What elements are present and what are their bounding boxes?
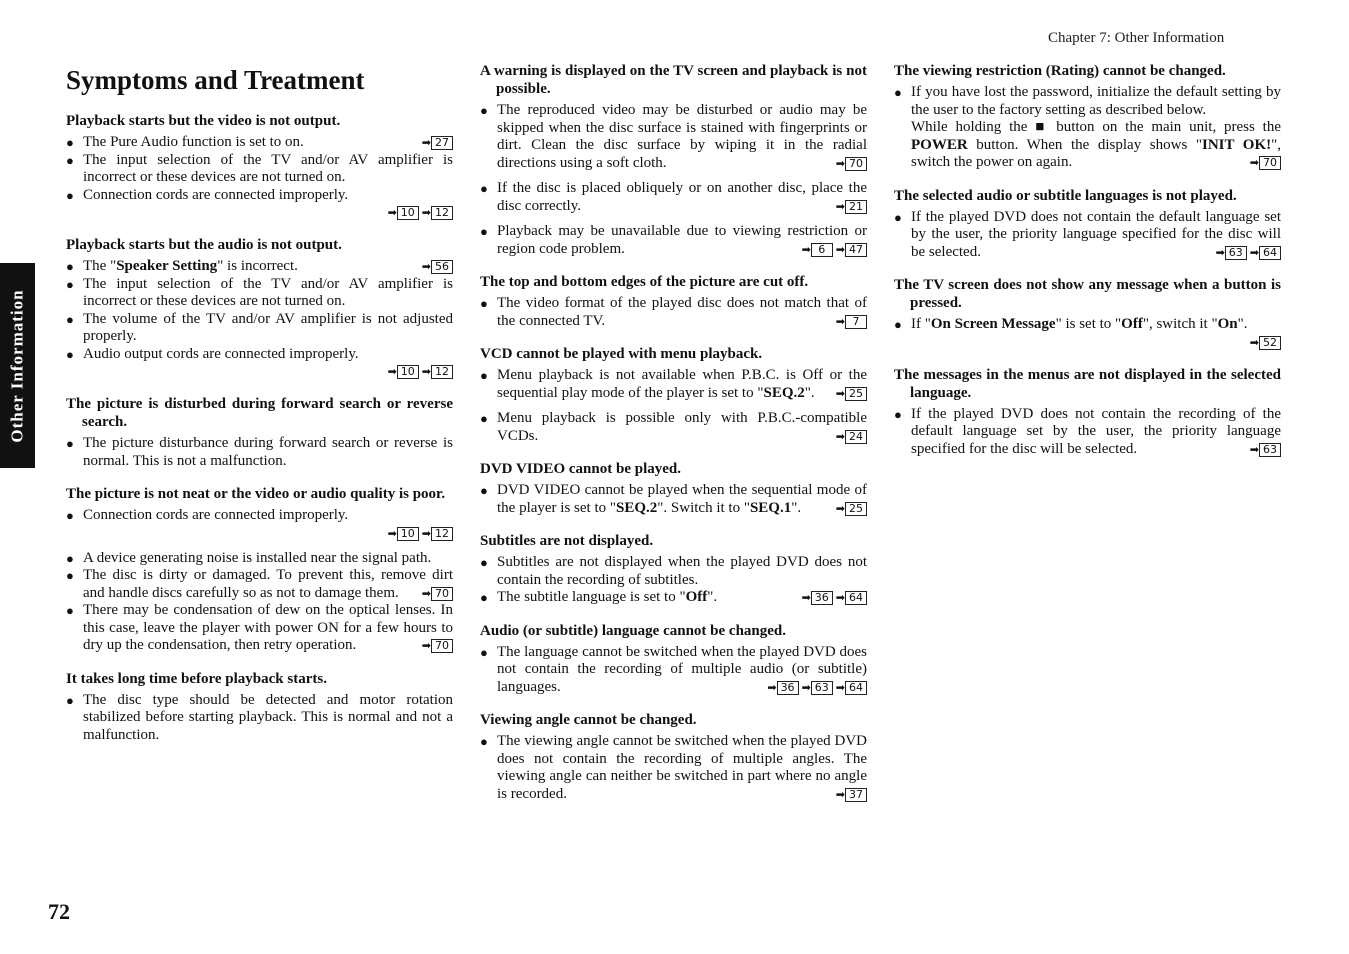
page-ref: ● ➡ 56 (419, 258, 453, 275)
page-ref: ➡ 70 (419, 585, 453, 602)
list-item: ● If you have lost the password, initialize the default setting by the user to the factory setting as described below. While holding the ■ button on the main unit, press the POWER button. When the display shows "INIT OK!", switch the power on again. ➡ 70 (894, 84, 1281, 172)
page-ref: ➡ 10 ➡ 12 (91, 525, 453, 542)
list-item: ● DVD VIDEO cannot be played when the sequential mode of the player is set to "SEQ.2". Switch it to "SEQ.1". ➡ 25 (480, 482, 867, 517)
section-title: It takes long time before playback starts. (66, 670, 327, 687)
list-item: ● Menu playback is not available when P.B.C. is Off or the sequential play mode of the player is set to "SEQ.2". ➡ 25 (480, 367, 867, 402)
page-ref: ➡ 70 (419, 637, 453, 654)
section (894, 187, 1281, 262)
section (480, 711, 867, 803)
page-ref: ➡ 7 (833, 313, 867, 330)
list-item: ● ➡ 27 The Pure Audio function is set to on. (66, 134, 453, 152)
list-item: ● The language cannot be switched when the played DVD does not contain the recording of multiple audio (or subtitle) languages. ➡ 36 ➡ 63 ➡ 64 (480, 644, 867, 697)
list-item: ● Connection cords are connected improperly. ➡ 10 ➡ 12 (66, 507, 453, 542)
section-title: The picture is disturbed during forward search or reverse search. (66, 396, 453, 430)
section (66, 236, 453, 380)
section-title: The top and bottom edges of the picture are cut off. (480, 274, 809, 290)
page-ref: ● ➡ 27 (419, 134, 453, 151)
list-item: ● A device generating noise is installed near the signal path. (66, 550, 453, 568)
list-item: ● Connection cords are connected improperly. ➡ 10 ➡ 12 (66, 187, 453, 222)
section (480, 345, 867, 445)
list-item: ● Playback may be unavailable due to viewing restriction or region code problem. ➡ 6 ➡ 47 (480, 223, 867, 258)
section (66, 670, 453, 745)
page-ref: ➡ 37 (833, 786, 867, 803)
page-ref: ➡ 63 ➡ 64 (1213, 244, 1281, 261)
list-item: ● The volume of the TV and/or AV amplifier is not adjusted properly. (66, 311, 453, 346)
list-item: ● The reproduced video may be disturbed or audio may be skipped when the disc surface is stained with fingerprints or dirt. Clean the disc surface by wiping it in the radial directions using a soft cloth. ➡ 70 (480, 102, 867, 172)
page-number: 72 (48, 899, 70, 924)
section (894, 62, 1281, 172)
section (480, 622, 867, 697)
page-ref: ➡ 70 (833, 155, 867, 172)
list-item: ● There may be condensation of dew on the optical lenses. In this case, leave the player with power ON for a few hours to dry up the condensation, then retry operation. ➡ 70 (66, 602, 453, 655)
list-item: ● Subtitles are not displayed when the played DVD does not contain the recording of subtitles. (480, 554, 867, 589)
section (66, 395, 453, 470)
page-ref: ➡ 70 (1247, 154, 1281, 171)
page-ref: ➡ 25 (833, 385, 867, 402)
section-title: Viewing angle cannot be changed. (480, 712, 697, 728)
list-item: ● The picture disturbance during forward search or reverse is normal. This is not a malfunction. (66, 435, 453, 470)
list-item: ● ➡ 56 The "Speaker Setting" is incorrect. (66, 258, 453, 276)
column-2 (480, 62, 867, 818)
section (894, 276, 1281, 351)
section-title: Playback starts but the audio is not output. (66, 237, 342, 253)
section-title: The selected audio or subtitle languages is not played. (894, 187, 1237, 204)
page-title: Symptoms and Treatment (66, 65, 365, 95)
list-item: ● ➡ 36 ➡ 64 The subtitle language is set to "Off". (480, 589, 867, 607)
side-tab (0, 263, 35, 468)
section (66, 112, 453, 221)
page-ref: ➡ 63 (1247, 441, 1281, 458)
list-item: ● The input selection of the TV and/or AV amplifier is incorrect or these devices are not turned on. (66, 152, 453, 187)
side-tab-label: Other Information (7, 288, 27, 443)
column-1 (66, 62, 453, 759)
list-item: ● The disc is dirty or damaged. To prevent this, remove dirt and handle discs carefully so as not to damage them. ➡ 70 (66, 567, 453, 602)
section-title: The messages in the menus are not displayed in the selected language. (894, 366, 1281, 401)
section (894, 366, 1281, 459)
list-item: ● The disc type should be detected and motor rotation stabilized before starting playback. This is normal and not a malfunction. (66, 692, 453, 745)
page-ref: ➡ 10 ➡ 12 (91, 363, 453, 380)
list-item: ● If "On Screen Message" is set to "Off", switch it "On". ➡ 52 (894, 316, 1281, 351)
section-title: VCD cannot be played with menu playback. (480, 346, 763, 362)
section-title: The TV screen does not show any message when a button is pressed. (894, 277, 1281, 311)
section-title: Audio (or subtitle) language cannot be changed. (480, 622, 787, 639)
section-title: The viewing restriction (Rating) cannot be changed. (894, 63, 1226, 79)
page-ref: ➡ 25 (833, 500, 867, 517)
page-ref: ➡ 6 ➡ 47 (799, 241, 867, 258)
section-title: The picture is not neat or the video or audio quality is poor. (66, 486, 446, 502)
list-item: ● The input selection of the TV and/or AV amplifier is incorrect or these devices are not turned on. (66, 276, 453, 311)
section (66, 485, 453, 655)
section (480, 62, 867, 258)
page-ref: ➡ 24 (833, 428, 867, 445)
section (480, 532, 867, 607)
section (480, 460, 867, 517)
page-ref: ● ➡ 36 ➡ 64 (799, 589, 867, 606)
section-title: A warning is displayed on the TV screen and playback is not possible. (480, 63, 867, 97)
section (480, 273, 867, 330)
chapter-header: Chapter 7: Other Information (1048, 30, 1225, 46)
section-title: DVD VIDEO cannot be played. (480, 461, 681, 477)
page-ref: ➡ 10 ➡ 12 (91, 204, 453, 221)
list-item: ● Menu playback is possible only with P.B.C.-compatible VCDs. ➡ 24 (480, 410, 867, 445)
page-ref: ➡ 21 (833, 198, 867, 215)
column-3 (894, 62, 1281, 473)
section-title: Subtitles are not displayed. (480, 533, 654, 549)
list-item: ● The video format of the played disc does not match that of the connected TV. ➡ 7 (480, 295, 867, 330)
list-item: ● If the played DVD does not contain the default language set by the user, the priority language specified for the disc will be selected. ➡ 63 ➡ 64 (894, 209, 1281, 262)
list-item: ● Audio output cords are connected improperly. ➡ 10 ➡ 12 (66, 346, 453, 381)
section-title: Playback starts but the video is not output. (66, 113, 341, 129)
list-item: ● If the disc is placed obliquely or on another disc, place the disc correctly. ➡ 21 (480, 180, 867, 215)
page-ref: ➡ 36 ➡ 63 ➡ 64 (764, 679, 867, 696)
page-ref: ➡ 52 (919, 334, 1281, 351)
list-item: ● If the played DVD does not contain the recording of the default language set by the user, the priority language specified for the disc will be selected. ➡ 63 (894, 406, 1281, 459)
list-item: ● The viewing angle cannot be switched when the played DVD does not contain the recording of multiple angles. The viewing angle can neither be switched in part where no angle is recorded. ➡ 37 (480, 733, 867, 803)
